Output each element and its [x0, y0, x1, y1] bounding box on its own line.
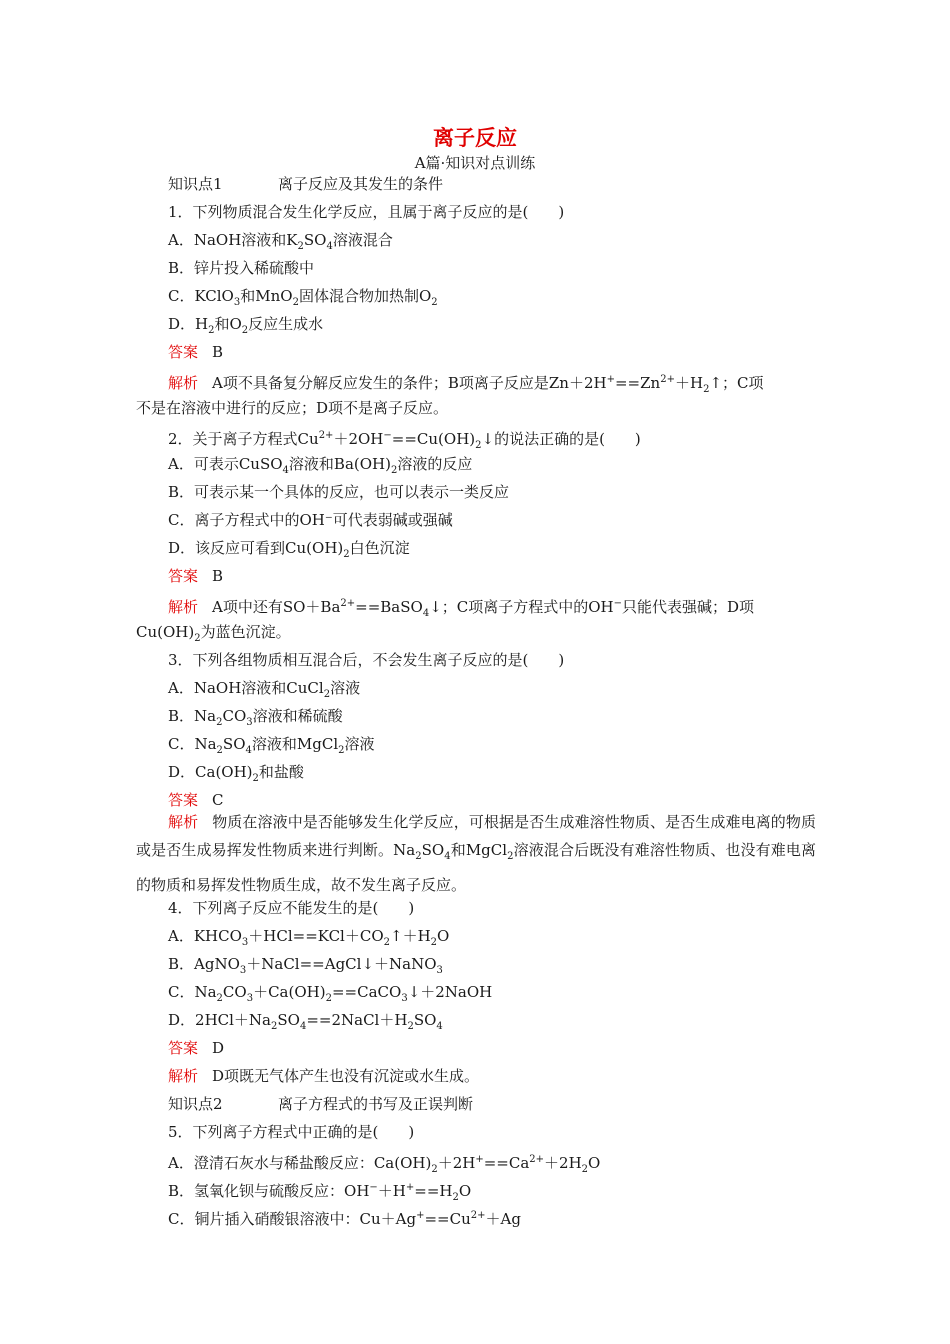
- page-title: 离子反应: [433, 126, 517, 150]
- knowledge-point-2: [168, 1094, 473, 1114]
- q1-answer-value: B: [212, 343, 224, 361]
- q5-option-c: C．铜片插入硝酸银溶液中：$Cu+Ag^+==Cu^{2+}+Ag$: [168, 1210, 521, 1228]
- answer-label: 答案: [168, 343, 199, 361]
- q1-option-b: B．锌片投入稀硫酸中: [168, 259, 315, 277]
- q1-option-c: C．KClO$_3$和MnO$_2$固体混合物加热制$O_2$: [168, 287, 438, 308]
- q4-analysis-text: D项既无气体产生也没有沉淀或水生成。: [212, 1067, 480, 1085]
- q1-option-d: D．$H_2$和$O_2$反应生成水: [168, 315, 324, 336]
- answer-label: 答案: [168, 1039, 199, 1057]
- q3-option-b: B．$Na_2CO_3$溶液和稀硫酸: [168, 707, 343, 728]
- q1-analysis: 解析 A项不具备复分解反应发生的条件；B项离子反应是$Zn+2H^+==Zn^{2+}+H_2↑$；C项: [168, 374, 764, 395]
- q5-stem: 5．下列离子方程式中正确的是( ): [168, 1123, 415, 1141]
- q3-option-d: D．$Ca(OH)_2$和盐酸: [168, 763, 304, 784]
- answer-label: 答案: [168, 567, 199, 585]
- q1-analysis-continued: 不是在溶液中进行的反应；D项不是离子反应。: [136, 399, 449, 417]
- q3-stem: 3．下列各组物质相互混合后，不会发生离子反应的是( ): [168, 651, 565, 669]
- q4-stem: 4．下列离子反应不能发生的是( ): [168, 899, 415, 917]
- kp2-title: 离子方程式的书写及正误判断: [278, 1095, 474, 1113]
- q2-answer: [168, 566, 223, 586]
- q4-option-b: B．AgNO$_3$＋NaCl==AgCl↓＋NaNO$_3$: [168, 955, 443, 976]
- q3-answer-value: C: [212, 791, 224, 809]
- kp1-label: 知识点1: [168, 175, 223, 193]
- q2-analysis-continued: $Cu(OH)_2$为蓝色沉淀。: [136, 623, 291, 644]
- q1-stem: 1．下列物质混合发生化学反应，且属于离子反应的是( ): [168, 203, 565, 221]
- q4-option-d: D．$2HCl+Na_2SO_4==2NaCl+H_2SO_4$: [168, 1011, 443, 1032]
- q1-option-a: A．NaOH溶液和$K_2SO_4$溶液混合: [168, 231, 393, 252]
- knowledge-point-1: [168, 174, 443, 194]
- q2-analysis: 解析 A项中还有$SO+Ba^{2+}==BaSO_4↓$；C项离子方程式中的OH−只能代表强碱；D项: [168, 598, 755, 619]
- q3-option-a: A．NaOH溶液和CuCl$_2$溶液: [168, 679, 361, 700]
- q3-analysis: 解析 物质在溶液中是否能够发生化学反应，可根据是否生成难溶性物质、是否生成难电离的物质或是否生成易挥发性物质来进行判断。$Na_2SO_4$和MgCl$_2$溶液混合后既没有难溶性物质、也没有难电离的物质和易挥发性物质生成，故不发生离子反应。: [136, 813, 816, 894]
- analysis-label: 解析: [168, 374, 199, 392]
- kp2-label: 知识点2: [168, 1095, 223, 1113]
- q3-answer: [168, 790, 224, 810]
- section-subtitle: A篇·知识对点训练: [414, 154, 536, 172]
- q2-option-b: B．可表示某一个具体的反应，也可以表示一类反应: [168, 483, 510, 501]
- q5-option-b: B．氢氧化钡与硫酸反应：$OH^-+H^+==H_2O$: [168, 1182, 472, 1203]
- q1-answer: [168, 342, 223, 362]
- q4-option-a: A．$KHCO_3+HCl==KCl+CO_2↑+H_2O$: [168, 927, 450, 948]
- analysis-label: 解析: [168, 1067, 199, 1085]
- q3-option-c: C．$Na_2SO_4$溶液和MgCl$_2$溶液: [168, 735, 375, 756]
- q2-option-a: A．可表示CuSO$_4$溶液和$Ba(OH)_2$溶液的反应: [168, 455, 473, 476]
- q4-answer-value: D: [212, 1039, 225, 1057]
- q4-analysis: [168, 1066, 479, 1086]
- q4-answer: [168, 1038, 224, 1058]
- analysis-label: 解析: [168, 598, 199, 616]
- q5-option-a: A．澄清石灰水与稀盐酸反应：$Ca(OH)_2+2H^+==Ca^{2+}+2H_2O$: [168, 1154, 601, 1175]
- q2-option-d: D．该反应可看到$Cu(OH)_2$白色沉淀: [168, 539, 410, 560]
- q2-answer-value: B: [212, 567, 224, 585]
- answer-label: 答案: [168, 791, 199, 809]
- analysis-label: 解析: [168, 813, 199, 831]
- kp1-title: 离子反应及其发生的条件: [278, 175, 444, 193]
- q2-option-c: C．离子方程式中的OH⁻可代表弱碱或强碱: [168, 511, 453, 529]
- q4-option-c: C．$Na_2CO_3+Ca(OH)_2==CaCO_3↓+2NaOH$: [168, 983, 493, 1004]
- q2-stem: 2．关于离子方程式$Cu^{2+}+2OH^-==Cu(OH)_2↓$的说法正确的是( ): [168, 430, 641, 451]
